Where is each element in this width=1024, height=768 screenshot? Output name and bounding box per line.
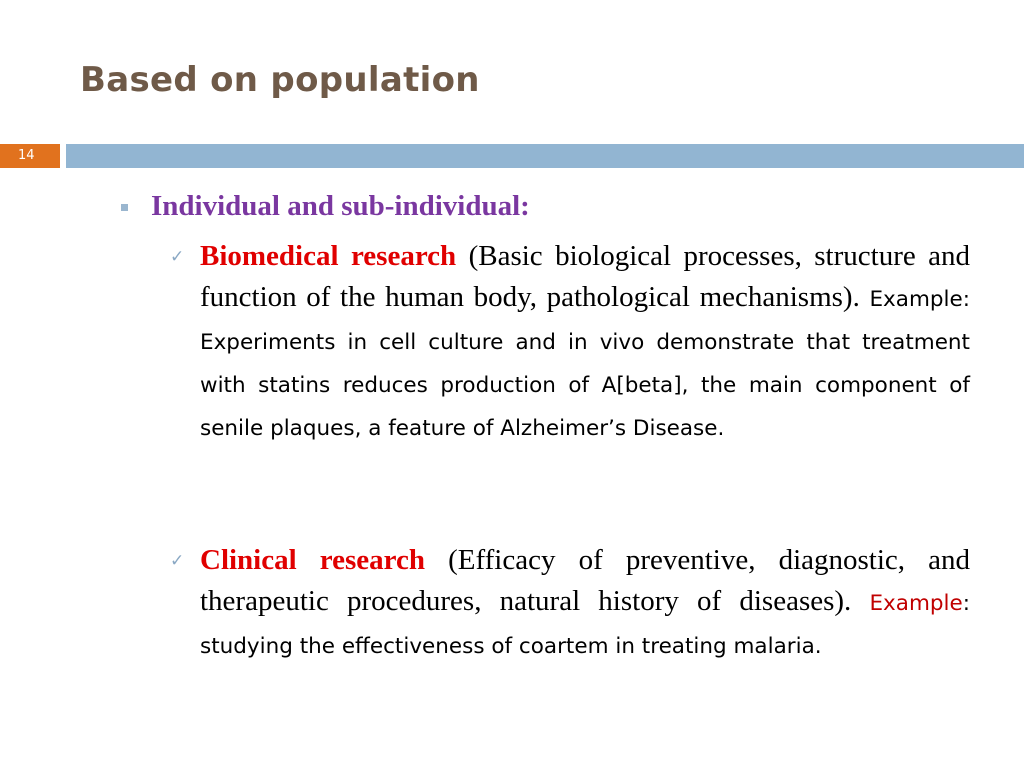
checkmark-icon: ✓ [170,551,185,571]
section-heading: Individual and sub-individual: [151,190,530,222]
page-number-badge: 14 [0,144,60,168]
list-item-biomedical [200,236,970,449]
example-clinical: : studying the effectiveness of coartem in treating malaria. [200,591,970,659]
slide-title: Based on population [80,60,480,100]
header-bar [66,144,1024,168]
example-biomedical: Example: Experiments in cell culture and in vivo demonstrate that treatment with statins reduces production of A[beta], the main component of senile plaques, a feature of Alzheimer’s Disease. [200,287,970,441]
list-item-clinical [200,540,970,667]
example-label-clinical: Example [869,591,963,616]
description-clinical: (Efficacy of preventive, diagnostic, and therapeutic procedures, natural history of diseases). [200,544,970,617]
checkmark-icon: ✓ [170,247,185,267]
term-clinical-research: Clinical research [200,544,426,576]
description-biomedical: (Basic biological processes, structure and function of the human body, pathological mechanisms). [200,240,970,313]
square-bullet-icon [121,204,128,211]
term-biomedical-research: Biomedical research [200,240,457,272]
